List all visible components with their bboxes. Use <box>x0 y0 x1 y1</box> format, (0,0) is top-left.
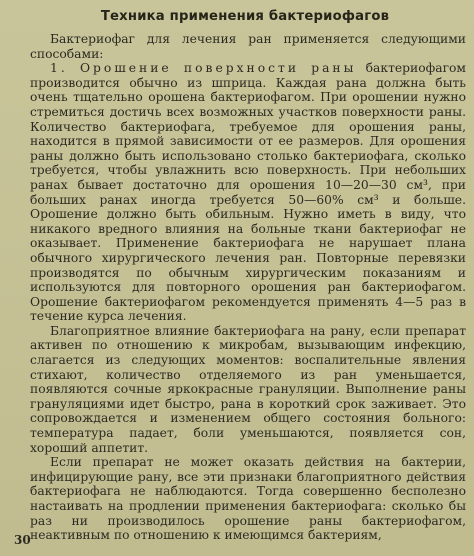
paragraph-irrigation <box>30 61 466 324</box>
paragraph-favorable-effect: Благоприятное влияние бактериофага на рану, если препарат активен по отношению к микробам, вызывающим инфекцию, слагается из следующих моментов: воспалительные явления стихают, количество отделяемого из ран уменьшается, появляются сочные яркокрасные грануляции. Выполнение раны грануляциями идет быстро, рана в короткий срок заживает. Это сопровождается и изменением общего состояния больного: температура падает, боли уменьшаются, появляется сон, хороший аппетит. <box>30 323 466 455</box>
page-number: 30 <box>14 533 31 547</box>
paragraph-irrigation-lead: 1. Орошение поверхности раны <box>50 61 357 76</box>
paragraph-intro: Бактериофаг для лечения ран применяется следующими способами: <box>30 32 466 61</box>
paragraph-irrigation-body: бактериофагом производится обычно из шприца. Каждая рана должна быть очень тщательно орошена бактериофагом. При орошении нужно стремиться достичь всех возможных участков поверхности раны. Количество бактериофага, требуемое для орошения раны, находится в прямой зависимости от ее размеров. Для орошения раны должно быть использовано столько бактериофага, сколько требуется, чтобы увлажнить всю поверхность. При небольших ранах бывает достаточно для орошения 10—20—30 см³, при больших ранах иногда требуется 50—60% см³ и больше. Орошение должно быть обильным. Нужно иметь в виду, что никакого вредного влияния на больные ткани бактериофаг не оказывает. Применение бактериофага не нарушает плана обычного хирургического лечения ран. Повторные перевязки производятся по обычным хирургическим показаниям и используются для повторного орошения ран бактериофагом. Орошение бактериофагом рекомендуется применять 4—5 раз в течение курса лечения. <box>30 61 466 324</box>
paragraph-inactive-preparation: Если препарат не может оказать действия на бактерии, инфицирующие рану, все эти признаки благоприятного действия бактериофага не наблюдаются. Тогда совершенно бесполезно настаивать на продлении применения бактериофага: сколько бы раз ни производилось орошение раны бактериофагом, неактивным по отношению к имеющимся бактериям, <box>30 455 466 543</box>
page-title: Техника применения бактериофагов <box>100 9 390 24</box>
